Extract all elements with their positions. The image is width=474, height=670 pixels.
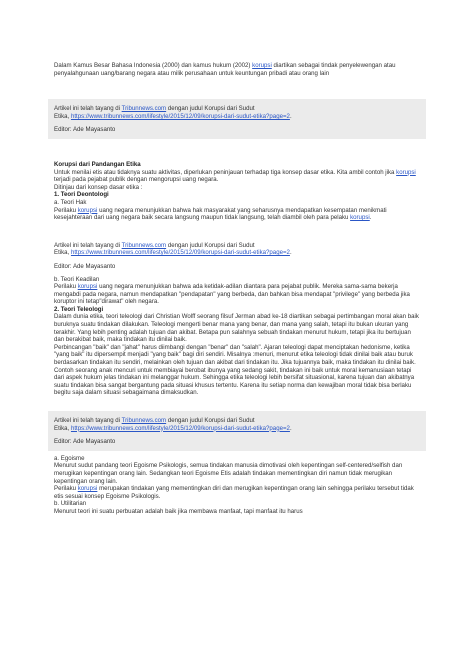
egoisme-paragraph-1: Menurut sudut pandang teori Egoisme Psikologis, semua tindakan manusia dimotivasi oleh kepentingan self-centered/selfish dan merugikan kepentingan orang lain. Sedangkan teori Egoisme Etis adalah tindakan mementingkan diri namun tidak merugikan kepentingan orang lain. <box>54 462 403 485</box>
intro-korupsi-link[interactable]: korupsi <box>252 62 272 69</box>
editor-line: Editor: Ade Mayasanto <box>54 126 116 134</box>
egoisme-subtitle: a. Egoisme <box>54 454 85 462</box>
intro-text-after: diartikan sebagai tindak penyelewengan atau penyalahgunaan uang/barang negara atau milik perusahaan untuk keuntungan pribadi atau orang lain <box>54 62 396 77</box>
hak-korupsi-link-2[interactable]: korupsi <box>350 214 370 222</box>
intro-text-before: Dalam Kamus Besar Bahasa Indonesia (2000) dan kamus hukum (2002) <box>54 62 253 69</box>
article-url-link[interactable]: https://www.tribunnews.com/lifestyle/2015/12/09/korupsi-dari-sudut-etika?page=2 <box>70 424 290 432</box>
utilitarian-subtitle: b. Utilitarian <box>54 500 87 508</box>
egoisme-paragraph-2: Perilaku korupsi merupakan tindakan yang mementingkan diri dan merugikan kepentingan orang lain sehingga perilaku tersebut tidak etis sesuai konsep Egoisme Psikologis. <box>54 485 414 500</box>
credit-box-2 <box>48 236 426 276</box>
hak-korupsi-link-1[interactable]: korupsi <box>77 206 98 214</box>
egoisme-korupsi-link[interactable]: korupsi <box>77 485 98 493</box>
credit-line: Artikel ini telah tayang di Tribunnews.com dengan judul Korupsi dari Sudut Etika, https://www.tribunnews.com/lifestyle/2015/12/09/korupsi-dari-sudut-etika?page=2. <box>54 241 292 257</box>
intro-paragraph <box>54 62 420 77</box>
credit-line: Artikel ini telah tayang di Tribunnews.com dengan judul Korupsi dari Sudut Etika, https://www.tribunnews.com/lifestyle/2015/12/09/korupsi-dari-sudut-etika?page=2. <box>54 417 292 432</box>
section-korupsi-link[interactable]: korupsi <box>396 168 416 176</box>
utilitarian-paragraph-1: Menurut teori ini suatu perbuatan adalah baik jika membawa manfaat, tapi manfaat itu harus <box>54 507 303 515</box>
keadilan-korupsi-link[interactable]: korupsi <box>77 283 98 291</box>
credit-box-1 <box>48 99 426 139</box>
credit-line: Artikel ini telah tayang di Tribunnews.com dengan judul Korupsi dari Sudut Etika, https://www.tribunnews.com/lifestyle/2015/12/09/korupsi-dari-sudut-etika?page=2. <box>54 105 292 120</box>
article-content <box>54 62 420 516</box>
theory-keadilan-paragraph: Perilaku korupsi uang negara menunjukkan bahwa ada ketidak-adilan diantara para pejabat publik. Mereka sama-sama bekerja mengabdi pada negara, namun mendapatkan "pendapatan" yang berbeda, dan bahkan bisa mendapat "privilege" yang berbeda jika koruptor ini tetap"dirawat" oleh negara. <box>54 283 410 306</box>
theory-teleologi-title: 2. Teori Teleologi <box>54 305 104 313</box>
article-url-link[interactable]: https://www.tribunnews.com/lifestyle/2015/12/09/korupsi-dari-sudut-etika?page=2 <box>70 112 290 120</box>
section-title: Korupsi dari Pandangan Etika <box>54 160 141 168</box>
section-intro: Untuk menilai etis atau tidaknya suatu aktivitas, diperlukan peninjauan terhadap tiga konsep dasar etika. Kita ambil contoh jika korupsi terjadi pada pejabat publik dengan mengorupsi uang negara. Ditinjau dari konsep dasar etika : <box>54 168 416 191</box>
article-url-link[interactable]: https://www.tribunnews.com/lifestyle/2015/12/09/korupsi-dari-sudut-etika?page=2 <box>70 249 290 257</box>
teleologi-paragraph-1: Dalam dunia etika, teori teleologi dari Christian Wolff seorang filsuf Jerman abad ke-18 diartikan sebagai pertimbangan moral akan baik buruknya suatu tindakan dilakukan. Teleologi mengerti benar mana yang benar, dan mana yang salah, tetapi itu bukan ukuran yang terakhir. Yang lebih penting adalah tujuan dan akibat. Betapa pun salahnya sebuah tindakan menurut hukum, tetapi jika itu bertujuan dan berakibat baik, maka tindakan itu dinilai baik. <box>54 313 419 344</box>
credit-box-3 <box>48 411 426 451</box>
editor-line: Editor: Ade Mayasanto <box>54 438 116 446</box>
theory-hak-paragraph: Perilaku korupsi uang negara menunjukkan bahwa hak masyarakat yang seharusnya mendapatkan kesempatan menikmati kesejahteraan dari uang negara baik secara langsung maupun tidak langsung, telah diambil oleh para pelaku korupsi. <box>54 206 387 222</box>
tribunnews-link[interactable]: Tribunnews.com <box>121 105 167 113</box>
tribunnews-link[interactable]: Tribunnews.com <box>121 241 167 249</box>
theory-hak-subtitle: a. Teori Hak <box>54 198 87 206</box>
tribunnews-link[interactable]: Tribunnews.com <box>121 417 167 424</box>
editor-line: Editor: Ade Mayasanto <box>54 262 116 270</box>
teleologi-paragraph-2: Perbincangan "baik" dan "jahat" harus diimbangi dengan "benar" dan "salah". Ajaran teleologi dapat menciptakan hedonisme, ketika "yang baik" itu dipersempit menjadi "yang baik" bagi diri sendiri. Misalnya :menuri, menurut etika teleologi tidak dinilai baik atau buruk berdasarkan tindakan itu sendiri, melainkan oleh tujuan dan akibat dari tindakan itu. Jika tujuannya baik, maka tindakan itu dinilai baik. Contoh seorang anak mencuri untuk membiayai berobat ibunya yang sedang sakit, tindakan ini baik untuk moral kemanusiaan tetapi dari aspek hukum jelas tindakan ini melanggar hukum. Sehingga etika teleologi lebih bersifat situasional, karena tujuan dan akibatnya suatu tindakan bisa sangat bergantung pada situasi khusus tertentu. Karena itu setiap norma dan kewajiban moral tidak bisa berlaku begitu saja dalam situasi sebagaimana dimaksudkan. <box>54 343 416 397</box>
theory-deontologi-title: 1. Teori Deontologi <box>54 191 109 199</box>
theory-keadilan-subtitle: b. Teori Keadilan <box>54 275 100 283</box>
